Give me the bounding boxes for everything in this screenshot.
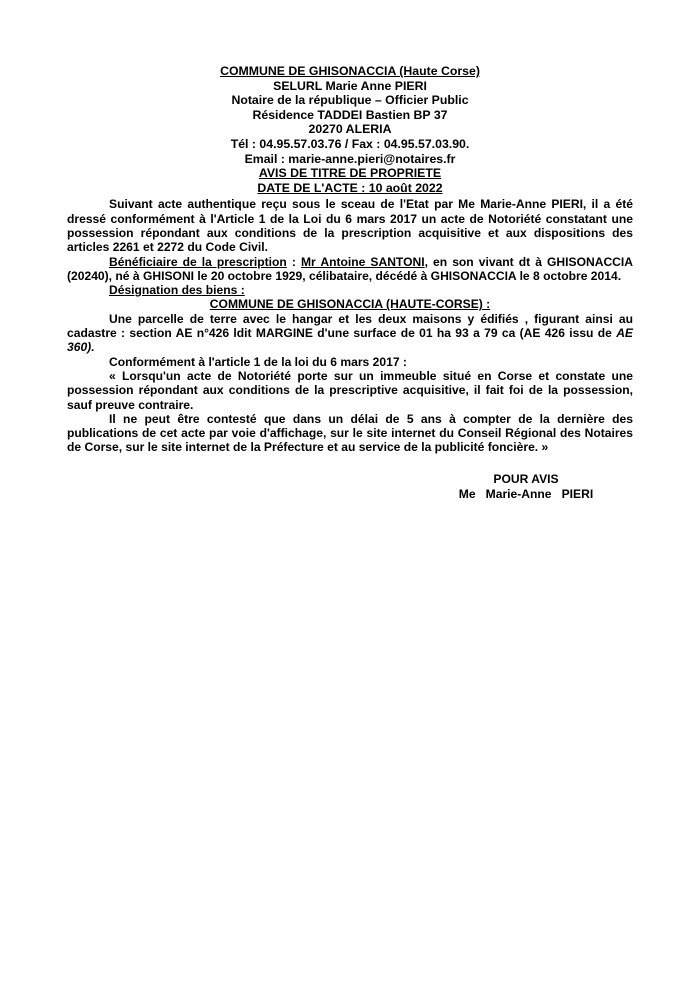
- signature-signer: Me Marie-Anne PIERI: [458, 486, 594, 501]
- designation-parcel-origin: AE 360).: [67, 326, 633, 355]
- intro-paragraph: Suivant acte authentique reçu sous le sceau de l'Etat par Me Marie-Anne PIERI, il a été dressé conformément à l'Article 1 de la Loi du 6 mars 2017 un acte de Notoriété constatant une possession répondant aux conditions de la prescription acquisitive et aux dispositions des articles 2261 et 2272 du Code Civil.: [67, 197, 633, 255]
- designation-description-text: Une parcelle de terre avec le hangar et les deux maisons y édifiés , figurant ainsi au cadastre : section AE n°426 ldit MARGINE d'une surface de 01 ha 93 a 79 ca (AE 426 issu de: [67, 311, 633, 341]
- letterhead-role: Notaire de la république – Officier Public: [231, 93, 469, 108]
- act-date: DATE DE L'ACTE : 10 août 2022: [257, 180, 443, 195]
- letterhead-email: Email : marie-anne.pieri@notaires.fr: [244, 151, 456, 166]
- letterhead: [67, 64, 633, 195]
- signature-block: [67, 472, 633, 502]
- designation-label-paragraph: [67, 283, 633, 297]
- signature-for-notice: POUR AVIS: [493, 471, 559, 486]
- document-body: [67, 197, 633, 454]
- beneficiary-details: , en son vivant dt à GHISONACCIA (20240), né à GHISONI le 20 octobre 1929, célibataire, décédé à GHISONACCIA le 8 octobre 2014.: [67, 254, 634, 283]
- letterhead-commune: COMMUNE DE GHISONACCIA (Haute Corse): [220, 64, 480, 78]
- notice-title: AVIS DE TITRE DE PROPRIETE: [258, 166, 442, 181]
- letterhead-postal-city: 20270 ALERIA: [308, 122, 392, 137]
- beneficiary-paragraph: [67, 255, 633, 284]
- quote-paragraph-2: Il ne peut être contesté que dans un délai de 5 ans à compter de la dernière des publications de cet acte par voie d'affichage, sur le site internet du Conseil Régional des Notaires de Corse, sur le site internet de la Préfecture et au service de la publicité foncière. »: [67, 411, 633, 455]
- letterhead-firm: SELURL Marie Anne PIERI: [273, 78, 427, 93]
- beneficiary-separator: :: [286, 254, 301, 269]
- letterhead-address: Résidence TADDEI Bastien BP 37: [252, 107, 448, 122]
- letterhead-phone-fax: Tél : 04.95.57.03.76 / Fax : 04.95.57.03.90.: [230, 136, 470, 151]
- quote-paragraph-1: « Lorsqu'un acte de Notoriété porte sur un immeuble situé en Corse et constate une possession répondant aux conditions de la prescriptive acquisitive, il fait foi de la possession, sauf preuve contraire.: [67, 368, 633, 412]
- designation-label: Désignation des biens :: [109, 283, 245, 298]
- beneficiary-name: Mr Antoine SANTONI: [300, 254, 425, 269]
- beneficiary-label: Bénéficiaire de la prescription: [109, 254, 287, 269]
- designation-commune-heading: COMMUNE DE GHISONACCIA (HAUTE-CORSE) :: [209, 297, 491, 312]
- article-intro: Conformément à l'article 1 de la loi du 6 mars 2017 :: [109, 354, 407, 369]
- designation-description: [67, 312, 633, 355]
